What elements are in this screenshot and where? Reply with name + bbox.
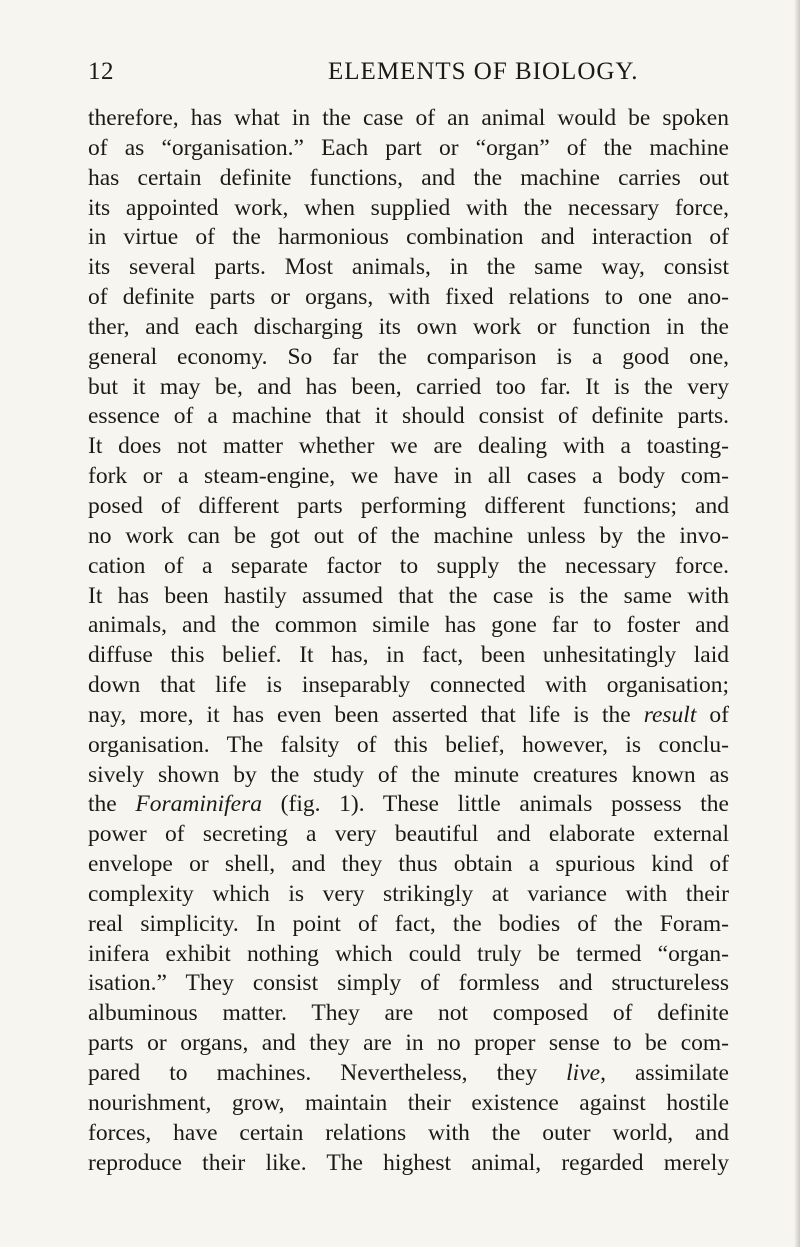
text-line: power of secreting a very beautiful and elaborate external bbox=[88, 821, 729, 848]
text-line: real simplicity. In point of fact, the bodies of the Foram- bbox=[88, 910, 729, 937]
text-line: fork or a steam-engine, we have in all cases a body com- bbox=[88, 463, 729, 490]
page-number: 12 bbox=[88, 58, 114, 85]
text-line: nourishment, grow, maintain their existence against hostile bbox=[88, 1089, 729, 1116]
text-line: no work can be got out of the machine unless by the invo- bbox=[88, 522, 729, 549]
text-line: therefore, has what in the case of an animal would be spoken bbox=[88, 105, 729, 131]
text-line: envelope or shell, and they thus obtain a spurious kind of bbox=[88, 851, 729, 878]
text-line: the Foraminifera (fig. 1). These little animals possess the bbox=[88, 791, 729, 818]
text-line: sively shown by the study of the minute creatures known as bbox=[88, 761, 729, 788]
italic-foraminifera: Foraminifera bbox=[135, 791, 263, 818]
text-line: has certain definite functions, and the machine carries out bbox=[88, 164, 729, 191]
text-line: down that life is inseparably connected with organisation; bbox=[88, 672, 729, 699]
text-line: essence of a machine that it should consist of definite parts. bbox=[88, 403, 729, 430]
text-line: of definite parts or organs, with fixed relations to one ano- bbox=[88, 284, 729, 311]
text-line: albuminous matter. They are not composed of definite bbox=[88, 1000, 729, 1027]
text-line: It has been hastily assumed that the case is the same with bbox=[88, 582, 729, 609]
italic-result: result bbox=[643, 701, 697, 728]
page-edge-shadow bbox=[794, 0, 800, 1247]
text-line: in virtue of the harmonious combination and interaction of bbox=[88, 224, 729, 251]
text-line: but it may be, and has been, carried too far. It is the very bbox=[88, 373, 729, 400]
text-line: ther, and each discharging its own work or function in the bbox=[88, 313, 729, 340]
text-line: isation.” They consist simply of formless and structureless bbox=[88, 970, 729, 997]
text-line: its appointed work, when supplied with the necessary force, bbox=[88, 194, 729, 221]
text-line: complexity which is very strikingly at variance with their bbox=[88, 880, 729, 907]
text-line: parts or organs, and they are in no proper sense to be com- bbox=[88, 1030, 729, 1057]
running-title: ELEMENTS OF BIOLOGY. bbox=[328, 58, 639, 85]
text-line: of as “organisation.” Each part or “organ” of the machine bbox=[88, 134, 729, 161]
text-line: animals, and the common simile has gone far to foster and bbox=[88, 612, 729, 639]
running-head bbox=[88, 58, 728, 90]
text-line: its several parts. Most animals, in the same way, consist bbox=[88, 254, 729, 281]
text-line: It does not matter whether we are dealing with a toasting- bbox=[88, 433, 729, 460]
text-line: general economy. So far the comparison is a good one, bbox=[88, 343, 729, 370]
italic-live: live bbox=[566, 1060, 601, 1086]
text-line: cation of a separate factor to supply the necessary force. bbox=[88, 552, 729, 579]
text-line: forces, have certain relations with the outer world, and bbox=[88, 1119, 729, 1146]
text-line: inifera exhibit nothing which could truly be termed “organ- bbox=[88, 940, 729, 967]
text-line: diffuse this belief. It has, in fact, been unhesitatingly laid bbox=[88, 642, 729, 669]
text-line: pared to machines. Nevertheless, they live, assimilate bbox=[88, 1060, 729, 1086]
text-line: nay, more, it has even been asserted that life is the result of bbox=[88, 701, 729, 728]
body-text bbox=[88, 104, 729, 1178]
text-line: posed of different parts performing different functions; and bbox=[88, 492, 729, 519]
text-line: organisation. The falsity of this belief, however, is conclu- bbox=[88, 731, 729, 758]
text-line: reproduce their like. The highest animal, regarded merely bbox=[88, 1149, 729, 1176]
